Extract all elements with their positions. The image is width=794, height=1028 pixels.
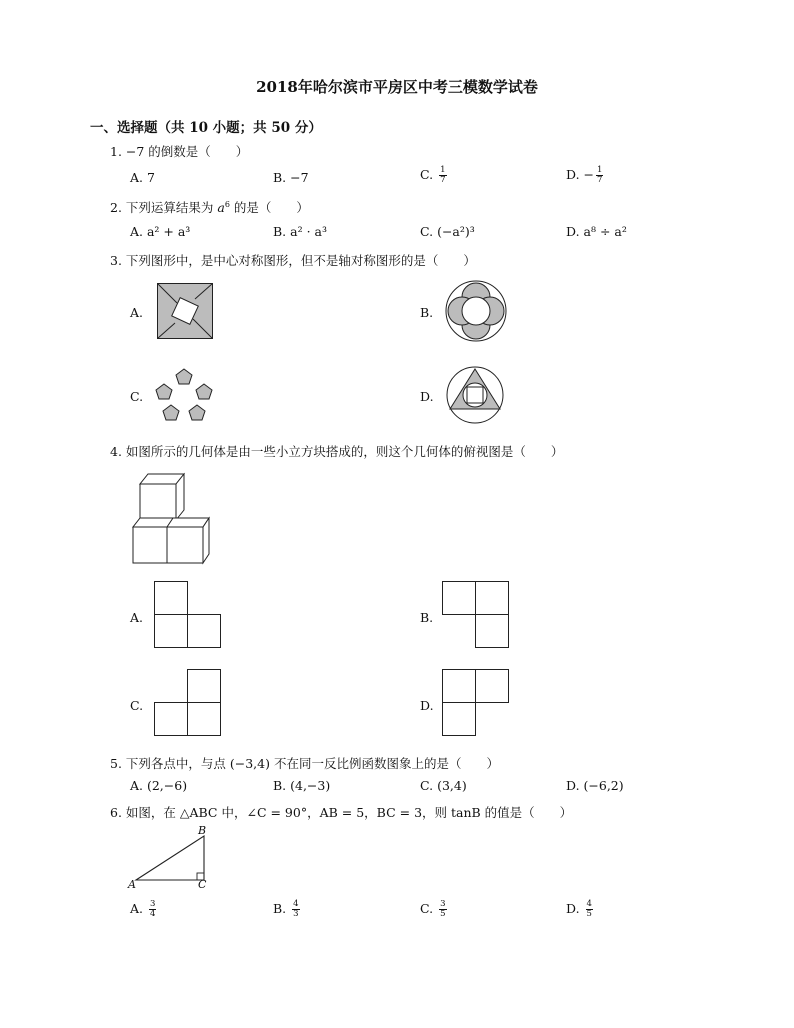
- question-6-stem: 6. 如图，在 △ABC 中，∠C = 90°，AB = 5，BC = 3，则 tanB 的值是（ ）: [110, 805, 573, 820]
- q4-option-d-label[interactable]: D.: [420, 698, 434, 713]
- q2-stem-math: a: [217, 200, 225, 215]
- q2-stem-sup: 6: [224, 199, 230, 209]
- q1-c-denominator: 7: [440, 175, 446, 185]
- q3-figure-b-petal-circle[interactable]: [445, 280, 507, 342]
- q1-d-denominator: 7: [597, 175, 603, 185]
- q4-option-a-label[interactable]: A.: [130, 610, 144, 625]
- question-1-stem: 1. −7 的倒数是（ ）: [110, 144, 249, 159]
- section-heading: 一、选择题（共 10 小题；共 50 分）: [90, 120, 322, 136]
- q4-figure-c-view[interactable]: [154, 669, 222, 737]
- q2-stem-pre: 2. 下列运算结果为: [110, 200, 218, 215]
- q6-option-d-label: D.: [566, 901, 584, 916]
- q6-c-numerator: 3: [440, 899, 446, 909]
- q2-stem-post: 的是（ ）: [229, 200, 309, 215]
- q6-a-numerator: 3: [149, 899, 156, 909]
- page-title: 2018年哈尔滨市平房区中考三模数学试卷: [256, 78, 538, 96]
- q4-figure-b-view[interactable]: [442, 581, 510, 649]
- q3-option-d-label[interactable]: D.: [420, 389, 434, 404]
- q6-a-denominator: 4: [149, 909, 156, 919]
- q4-option-c-label[interactable]: C.: [130, 698, 144, 713]
- q2-option-b[interactable]: B. a² · a³: [273, 224, 327, 239]
- q3-option-b-label[interactable]: B.: [420, 305, 434, 320]
- q6-b-denominator: 3: [293, 909, 299, 919]
- q2-option-a[interactable]: A. a² + a³: [130, 224, 191, 239]
- q6-option-a-label: A.: [130, 901, 147, 916]
- q6-option-d[interactable]: [566, 900, 593, 919]
- q6-b-numerator: 4: [293, 899, 299, 909]
- question-5-stem: 5. 下列各点中，与点 (−3,4) 不在同一反比例函数图象上的是（ ）: [110, 756, 499, 771]
- q1-option-c-label: C.: [420, 167, 438, 182]
- question-4-stem: 4. 如图所示的几何体是由一些小立方块搭成的，则这个几何体的俯视图是（ ）: [110, 444, 564, 459]
- question-3-stem: 3. 下列图形中，是中心对称图形，但不是轴对称图形的是（ ）: [110, 253, 476, 268]
- q4-option-b-label[interactable]: B.: [420, 610, 434, 625]
- q3-option-a-label[interactable]: A.: [130, 305, 144, 320]
- q2-option-c[interactable]: C. (−a²)³: [420, 224, 475, 239]
- q5-option-a[interactable]: A. (2,−6): [130, 778, 188, 793]
- q4-solid-figure: [131, 469, 211, 565]
- q4-figure-d-view[interactable]: [442, 669, 510, 737]
- q6-c-denominator: 5: [440, 909, 446, 919]
- q1-option-d[interactable]: [566, 166, 603, 185]
- q5-option-b[interactable]: B. (4,−3): [273, 778, 331, 793]
- q1-c-numerator: 1: [440, 165, 446, 175]
- q2-option-d[interactable]: D. a⁸ ÷ a²: [566, 224, 627, 239]
- q6-d-denominator: 5: [586, 909, 592, 919]
- q3-option-c-label[interactable]: C.: [130, 389, 144, 404]
- q3-figure-d-circle-triangle[interactable]: [446, 366, 504, 424]
- q6-vertex-b: B: [198, 824, 207, 837]
- q1-option-b[interactable]: B. −7: [273, 170, 309, 185]
- q3-figure-c-pentagons[interactable]: [153, 367, 215, 423]
- q6-option-b[interactable]: [273, 900, 300, 919]
- q6-option-a[interactable]: [130, 900, 156, 919]
- q3-figure-a-pinwheel[interactable]: [157, 283, 213, 339]
- q1-option-d-label: D. −: [566, 167, 594, 182]
- question-2-stem: [110, 198, 309, 216]
- q5-option-c[interactable]: C. (3,4): [420, 778, 467, 793]
- q6-option-c[interactable]: [420, 900, 447, 919]
- q1-option-c[interactable]: [420, 166, 447, 185]
- q6-option-c-label: C.: [420, 901, 438, 916]
- q5-option-d[interactable]: D. (−6,2): [566, 778, 624, 793]
- q1-d-numerator: 1: [597, 165, 603, 175]
- q6-vertex-a: A: [128, 878, 136, 891]
- q4-figure-a-view[interactable]: [154, 581, 222, 649]
- q6-option-b-label: B.: [273, 901, 291, 916]
- q6-vertex-c: C: [198, 878, 207, 891]
- q6-d-numerator: 4: [586, 899, 592, 909]
- q1-option-a[interactable]: A. 7: [130, 170, 155, 185]
